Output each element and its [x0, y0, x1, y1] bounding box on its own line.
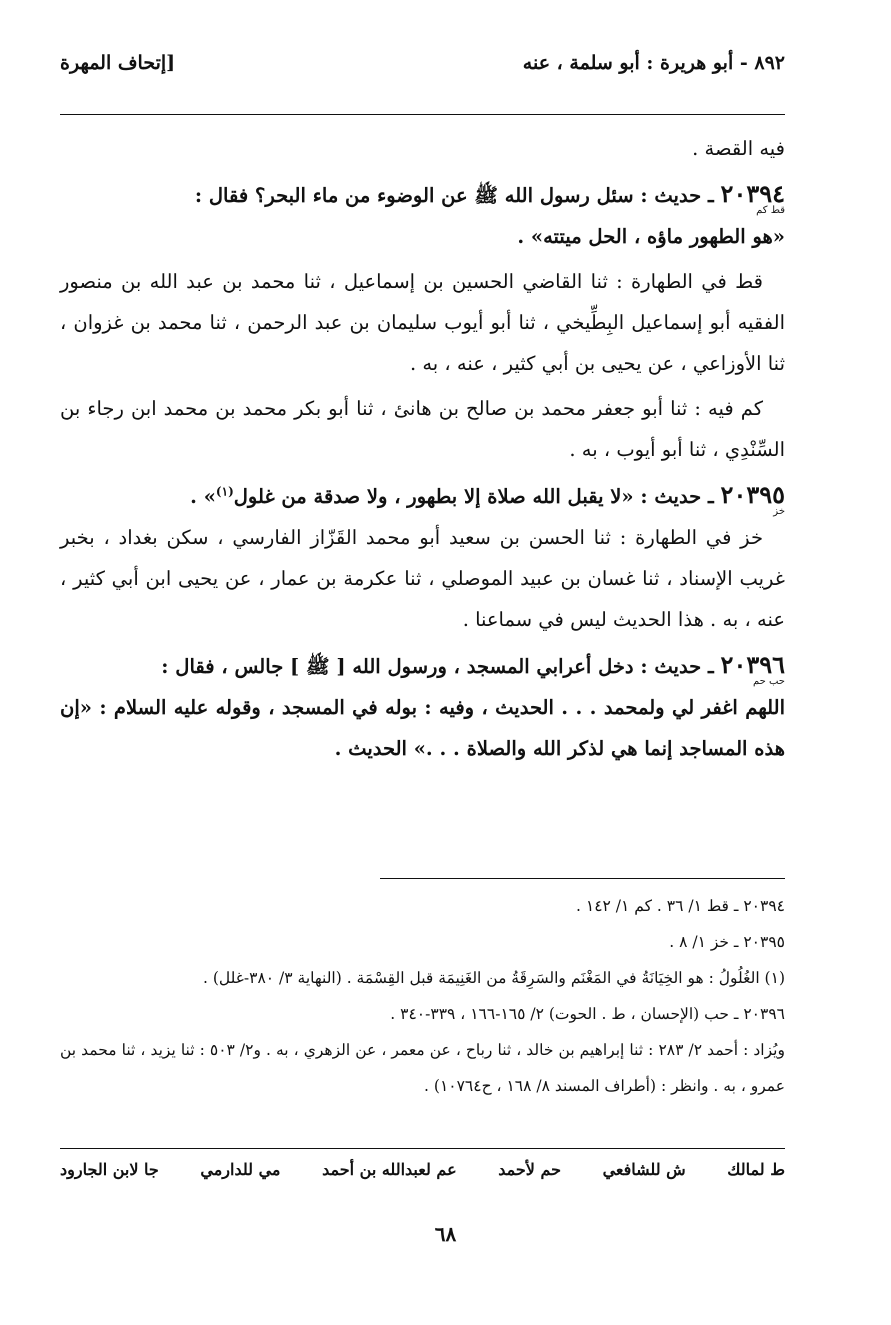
hadith-heading	[60, 474, 785, 517]
footer-divider	[60, 1148, 785, 1149]
paragraph: خز في الطهارة : ثنا الحسن بن سعيد أبو محمد القَزّاز الفارسي ، سكن بغداد ، بخبر غريب الإسناد ، ثنا غسان بن عبيد الموصلي ، ثنا عكرمة بن عمار ، عن يحيى ابن أبي كثير ، عنه ، به . هذا الحديث ليس في سماعنا .	[60, 526, 785, 631]
footnote-divider	[380, 878, 785, 879]
hadith-number: ٢٠٣٩٤	[720, 179, 785, 208]
header-divider	[60, 114, 785, 115]
main-text: فيه القصة . ٢٠٣٩٤ ـ حديث : سئل رسول الله ﷺ عن الوضوء من ماء البحر؟ فقال : قط كم «هو الطهور ماؤه ، الحل ميتته» . قط في الطهارة : ثنا القاضي الحسين بن إسماعيل ، ثنا محمد بن عبد الله بن منصور الفقيه أبو إسماعيل البِطِّيخي ، ثنا أبو أيوب سليمان بن عبد الرحمن ، ثنا محمد بن غزوان ، ثنا الأوزاعي ، عن يحيى بن أبي كثير ، عنه ، به . كم فيه : ثنا أبو جعفر محمد بن صالح بن هانئ ، ثنا أبو بكر محمد بن محمد ابن رجاء بن السِّنْدِي ، ثنا أبو أيوب ، به . ٢٠٣٩٥ ـ حديث : «لا يقبل الله صلاة إلا بطهور ، ولا صدقة من غلول$^{(١)}$» . خز خز في الطهارة : ثنا الحسن بن سعيد أبو محمد القَزّاز الفارسي ، سكن بغداد ، بخبر غريب الإسناد ، ثنا غسان بن عبيد الموصلي ، ثنا عكرمة بن عمار ، عن يحيى ابن أبي كثير ، عنه ، به . هذا الحديث ليس في سماعنا . ٢٠٣٩٦ ـ حديث : دخل أعرابي المسجد ، ورسول الله [ ﷺ ] جالس ، فقال : حب حم اللهم اغفر لي ولمحمد . . . الحديث ، وفيه : بوله في المسجد ، وقوله عليه السلام : «إن هذه المساجد إنما هي لذكر الله والصلاة . . .» الحديث .	[60, 128, 785, 769]
hadith-text: ـ حديث : «لا يقبل الله صلاة إلا بطهور ، ولا صدقة من غلول	[233, 485, 714, 508]
hadith-text-continued: «هو الطهور ماؤه ، الحل ميتته» .	[517, 225, 785, 248]
sigla-key-item: حم لأحمد	[498, 1160, 561, 1179]
sigla-key-item: ش للشافعي	[602, 1160, 686, 1179]
hadith-heading	[60, 644, 785, 687]
paragraph: كم فيه : ثنا أبو جعفر محمد بن صالح بن هانئ ، ثنا أبو بكر محمد بن محمد ابن رجاء بن السِّنْدِي ، ثنا أبو أيوب ، به .	[60, 397, 785, 461]
sigla-key-item: مي للدارمي	[200, 1160, 281, 1179]
footnotes	[60, 888, 785, 1104]
paragraph: فيه القصة .	[692, 137, 785, 160]
paragraph: قط في الطهارة : ثنا القاضي الحسين بن إسماعيل ، ثنا محمد بن عبد الله بن منصور الفقيه أبو إسماعيل البِطِّيخي ، ثنا أبو أيوب سليمان بن عبد الرحمن ، ثنا محمد بن غزوان ، ثنا الأوزاعي ، عن يحيى بن أبي كثير ، عنه ، به .	[60, 270, 785, 375]
hadith-heading	[60, 173, 785, 216]
footnote-marker: (١)	[215, 484, 234, 499]
header-chapter-title: ٨٩٢ - أبو هريرة : أبو سلمة ، عنه	[522, 52, 785, 74]
footnote: ٢٠٣٩٤ ـ قط ١/ ٣٦ . كم ١/ ١٤٢ .	[576, 897, 785, 915]
footnote: ويُزاد : أحمد ٢/ ٢٨٣ : ثنا إبراهيم بن خالد ، ثنا رباح ، عن معمر ، عن الزهري ، به . و٢/ ٥٠٣ : ثنا يزيد ، ثنا محمد بن عمرو ، به . وانظر : (أطراف المسند ٨/ ١٦٨ ، ح١٠٧٦٤) .	[60, 1041, 785, 1095]
page-header	[60, 52, 785, 92]
footnote: ٢٠٣٩٦ ـ حب (الإحسان ، ط . الحوت) ٢/ ١٦٥-١٦٦ ، ٣٣٩-٣٤٠ .	[390, 1005, 785, 1023]
hadith-number: ٢٠٣٩٥	[720, 480, 785, 509]
hadith-number: ٢٠٣٩٦	[720, 650, 785, 679]
hadith-text: ـ حديث : سئل رسول الله ﷺ عن الوضوء من ماء البحر؟ فقال :	[194, 184, 714, 207]
hadith-text-end: » .	[190, 485, 216, 508]
sigla-key-item: ط لمالك	[727, 1160, 785, 1179]
page-number: ٦٨	[434, 1222, 457, 1246]
header-book-title: [إتحاف المهرة	[60, 52, 176, 74]
footnote: (١) الغُلُولُ : هو الخِيَانَةُ في المَغْنَم والسَرِقَةُ من الغَنِيمَة قبل القِسْمَة . (النهاية ٣/ ٣٨٠-غلل) .	[203, 969, 785, 987]
hadith-text-continued: اللهم اغفر لي ولمحمد . . . الحديث ، وفيه : بوله في المسجد ، وقوله عليه السلام : «إن هذه المساجد إنما هي لذكر الله والصلاة . . .» الحديث .	[60, 696, 785, 760]
footnote: ٢٠٣٩٥ ـ خز ١/ ٨ .	[669, 933, 785, 951]
sigla-key-item: عم لعبدالله بن أحمد	[322, 1160, 457, 1179]
sigla-key	[60, 1160, 785, 1179]
hadith-text: ـ حديث : دخل أعرابي المسجد ، ورسول الله [ ﷺ ] جالس ، فقال :	[161, 655, 714, 678]
sigla-key-item: جا لابن الجارود	[60, 1160, 159, 1179]
